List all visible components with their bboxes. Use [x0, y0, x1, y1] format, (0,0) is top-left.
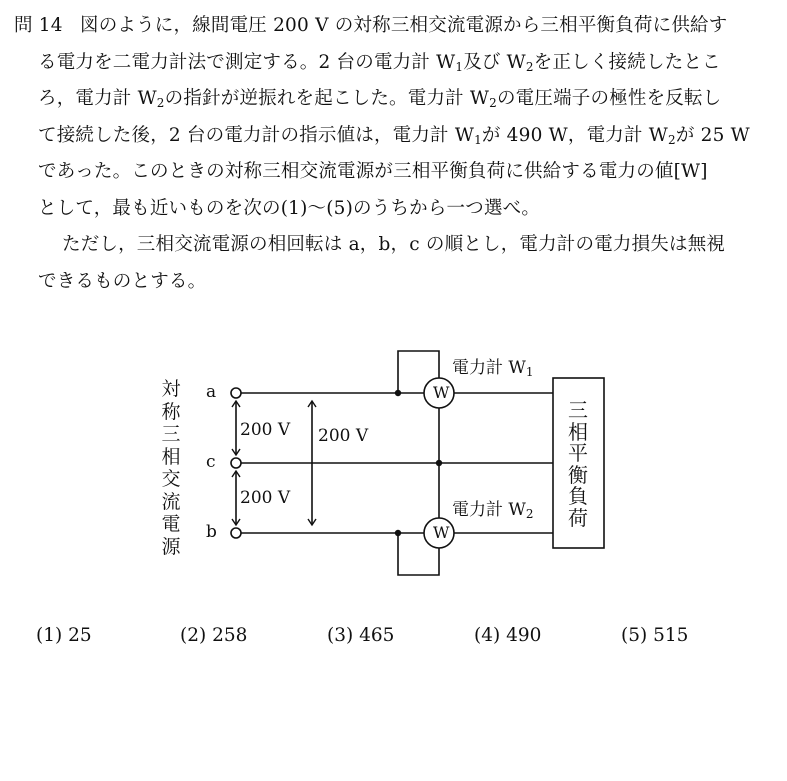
meter2-symbol: W — [433, 523, 450, 542]
terminal-b-label: b — [206, 522, 217, 542]
question-line-3: ろ，電力計 $W_2$の指針が逆振れを起こした。電力計 $W_2$の電圧端子の極性を反転し — [38, 88, 722, 110]
choice-1[interactable]: (1) 25 — [36, 625, 92, 646]
junction-c — [436, 460, 442, 466]
load-label: 三 相 平 衡 負 荷 — [568, 398, 588, 530]
choice-2[interactable]: (2) 258 — [180, 625, 248, 646]
meter2-label: 電力計 $W_2$ — [452, 500, 534, 521]
terminal-a-label: a — [206, 382, 217, 402]
choice-3[interactable]: (3) 465 — [327, 625, 395, 646]
question-text — [14, 8, 779, 300]
voltage-ac-label: 200 V — [240, 420, 291, 440]
voltage-cb-label: 200 V — [240, 488, 291, 508]
question-number: 問 14 — [14, 15, 63, 36]
circuit-wiring — [150, 340, 620, 590]
junction-b — [395, 530, 401, 536]
question-note-line-2: できるものとする。 — [38, 270, 207, 292]
voltage-ab-label: 200 V — [318, 426, 369, 446]
circuit-diagram — [150, 340, 620, 590]
terminal-c-circle — [231, 458, 241, 468]
terminal-b-circle — [231, 528, 241, 538]
question-line-5: であった。このときの対称三相交流電源が三相平衡負荷に供給する電力の値[W] — [38, 161, 708, 182]
choice-5[interactable]: (5) 515 — [621, 625, 689, 646]
question-line-4: て接続した後，2 台の電力計の指示値は，電力計 $W_1$が 490 W，電力計 $W_2$が 25 W — [38, 124, 750, 147]
terminal-c-label: c — [206, 452, 216, 472]
meter1-symbol: W — [433, 383, 450, 402]
source-label: 対 称 三 相 交 流 電 源 — [161, 378, 181, 558]
meter1-label: 電力計 $W_1$ — [452, 358, 534, 379]
choice-4[interactable]: (4) 490 — [474, 625, 542, 646]
question-line-6: として，最も近いものを次の(1)～(5)のうちから一つ選べ。 — [38, 197, 541, 219]
terminal-a-circle — [231, 388, 241, 398]
question-line-1: 問 14 図のように，線間電圧 200 V の対称三相交流電源から三相平衡負荷に供給す — [14, 8, 779, 45]
question-line-2: る電力を二電力計法で測定する。2 台の電力計 $W_1$及び $W_2$を正しく接続したとこ — [38, 51, 721, 74]
question-note-line-1: ただし，三相交流電源の相回転は a，b，c の順とし，電力計の電力損失は無視 — [62, 234, 726, 255]
junction-a — [395, 390, 401, 396]
